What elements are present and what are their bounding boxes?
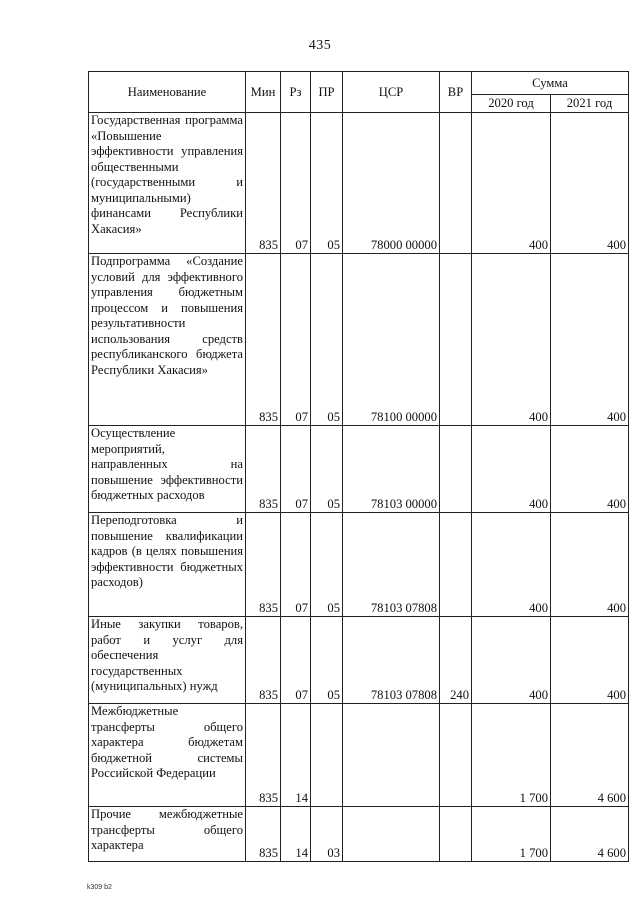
row-2021: 400: [551, 254, 629, 426]
table-row: [89, 113, 629, 254]
row-vr: [440, 113, 472, 254]
row-pr: 05: [311, 513, 343, 617]
table-row: [89, 807, 629, 862]
row-vr: [440, 513, 472, 617]
row-name: Подпрограмма «Создание условий для эффективного управления бюджетным процессом и повышения результативности использования средств республиканского бюджета Республики Хакасия»: [89, 254, 246, 426]
row-2021: 400: [551, 426, 629, 513]
row-csr: 78103 07808: [343, 513, 440, 617]
row-2020: 400: [472, 513, 551, 617]
row-min: 835: [246, 617, 281, 704]
col-header-2020: 2020 год: [472, 95, 551, 113]
row-2020: 1 700: [472, 704, 551, 807]
row-2020: 1 700: [472, 807, 551, 862]
row-min: 835: [246, 807, 281, 862]
row-csr: 78000 00000: [343, 113, 440, 254]
row-rz: 14: [281, 704, 311, 807]
row-rz: 07: [281, 617, 311, 704]
col-header-csr: ЦСР: [343, 72, 440, 113]
row-2020: 400: [472, 254, 551, 426]
row-csr: 78103 00000: [343, 426, 440, 513]
row-2021: 400: [551, 113, 629, 254]
row-rz: 14: [281, 807, 311, 862]
row-pr: 05: [311, 426, 343, 513]
row-rz: 07: [281, 254, 311, 426]
page-number: 435: [308, 38, 332, 53]
footer-code: k309 b2: [87, 884, 112, 891]
row-vr: [440, 704, 472, 807]
row-2020: 400: [472, 426, 551, 513]
col-header-rz: Рз: [281, 72, 311, 113]
row-2021: 400: [551, 513, 629, 617]
row-rz: 07: [281, 426, 311, 513]
col-header-vr: ВР: [440, 72, 472, 113]
row-pr: 05: [311, 617, 343, 704]
table-row: [89, 254, 629, 426]
col-header-min: Мин: [246, 72, 281, 113]
row-csr: 78103 07808: [343, 617, 440, 704]
col-header-name: Наименование: [89, 72, 246, 113]
col-header-sum: Сумма: [472, 72, 629, 95]
row-vr: [440, 426, 472, 513]
row-min: 835: [246, 426, 281, 513]
row-name: Государственная программа «Повышение эффективности управления общественными (государственными и муниципальными) финансами Республики Хакасия»: [89, 113, 246, 254]
row-min: 835: [246, 513, 281, 617]
col-header-pr: ПР: [311, 72, 343, 113]
row-csr: [343, 807, 440, 862]
table-row: [89, 513, 629, 617]
row-2021: 400: [551, 617, 629, 704]
row-csr: 78100 00000: [343, 254, 440, 426]
budget-table: [88, 71, 629, 862]
row-name: Иные закупки товаров, работ и услуг для обеспечения государственных (муниципальных) нужд: [89, 617, 246, 704]
row-vr: 240: [440, 617, 472, 704]
row-pr: 05: [311, 254, 343, 426]
row-csr: [343, 704, 440, 807]
table-row: [89, 617, 629, 704]
row-2020: 400: [472, 617, 551, 704]
row-2021: 4 600: [551, 704, 629, 807]
row-name: Прочие межбюджетные трансферты общего характера: [89, 807, 246, 862]
row-pr: 03: [311, 807, 343, 862]
table-row: [89, 704, 629, 807]
row-vr: [440, 807, 472, 862]
row-2021: 4 600: [551, 807, 629, 862]
row-2020: 400: [472, 113, 551, 254]
table-row: [89, 426, 629, 513]
row-min: 835: [246, 113, 281, 254]
row-pr: 05: [311, 113, 343, 254]
row-name: Межбюджетные трансферты общего характера бюджетам бюджетной системы Российской Федерации: [89, 704, 246, 807]
row-rz: 07: [281, 113, 311, 254]
row-rz: 07: [281, 513, 311, 617]
row-min: 835: [246, 254, 281, 426]
col-header-2021: 2021 год: [551, 95, 629, 113]
row-pr: [311, 704, 343, 807]
header-row: [89, 72, 629, 95]
row-min: 835: [246, 704, 281, 807]
row-name: Осуществление мероприятий, направленных на повышение эффективности бюджетных расходов: [89, 426, 246, 513]
row-name: Переподготовка и повышение квалификации кадров (в целях повышения эффективности бюджетных расходов): [89, 513, 246, 617]
row-vr: [440, 254, 472, 426]
